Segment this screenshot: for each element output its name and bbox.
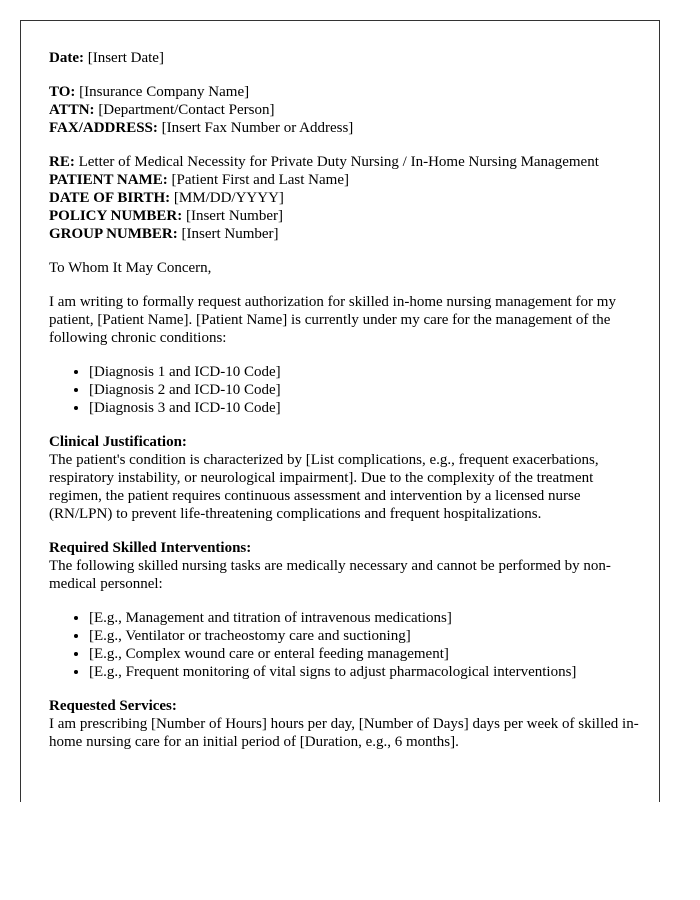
re-block: [49, 153, 639, 243]
requested-services-section: [49, 697, 639, 751]
intervention-item: • [E.g., Management and titration of intravenous medications]: [89, 609, 639, 627]
fax-value: [Insert Fax Number or Address]: [161, 120, 354, 136]
attn-value: [Department/Contact Person]: [98, 102, 275, 118]
group-label: GROUP NUMBER:: [49, 226, 178, 242]
date-label: Date:: [49, 50, 84, 66]
diagnosis-list: [49, 363, 639, 417]
intervention-item: • [E.g., Ventilator or tracheostomy care and suctioning]: [89, 627, 639, 645]
date-value: [Insert Date]: [87, 50, 164, 66]
attn-label: ATTN:: [49, 102, 95, 118]
diagnosis-item: • [Diagnosis 1 and ICD-10 Code]: [89, 363, 639, 381]
diagnosis-item: • [Diagnosis 3 and ICD-10 Code]: [89, 399, 639, 417]
letter-content: [49, 49, 639, 767]
clinical-justification-text: The patient's condition is characterized by [List complications, e.g., frequent exacerbations, respiratory instability, or neurological impairment]. Due to the complexity of the treatment regimen, the patient requires continuous assessment and intervention by a licensed nurse (RN/LPN) to prevent life-threatening complications and frequent hospitalizations.: [49, 452, 599, 522]
policy-label: POLICY NUMBER:: [49, 208, 183, 224]
interventions-list: [49, 609, 639, 681]
salutation: To Whom It May Concern,: [49, 260, 212, 276]
intervention-item: • [E.g., Complex wound care or enteral feeding management]: [89, 645, 639, 663]
re-label: RE:: [49, 154, 75, 170]
fax-line: [49, 119, 639, 137]
skilled-interventions-text: The following skilled nursing tasks are medically necessary and cannot be performed by non-medical personnel:: [49, 558, 611, 592]
intro-paragraph: I am writing to formally request authorization for skilled in-home nursing management for my patient, [Patient Name]. [Patient Name] is currently under my care for the management of the following chronic conditions:: [49, 294, 616, 346]
policy-line: [49, 207, 639, 225]
letter-page: [20, 20, 660, 802]
fax-label: FAX/ADDRESS:: [49, 120, 158, 136]
dob-label: DATE OF BIRTH:: [49, 190, 171, 206]
patient-name-label: PATIENT NAME:: [49, 172, 168, 188]
re-value: Letter of Medical Necessity for Private Duty Nursing / In-Home Nursing Management: [78, 154, 599, 170]
intervention-item: • [E.g., Frequent monitoring of vital signs to adjust pharmacological interventions]: [89, 663, 639, 681]
dob-line: [49, 189, 639, 207]
requested-services-heading: Requested Services:: [49, 698, 177, 714]
clinical-justification-heading: Clinical Justification:: [49, 434, 187, 450]
to-line: [49, 83, 639, 101]
dob-value: [MM/DD/YYYY]: [173, 190, 284, 206]
patient-name-line: [49, 171, 639, 189]
clinical-justification-section: [49, 433, 639, 523]
requested-services-text: I am prescribing [Number of Hours] hours per day, [Number of Days] days per week of skilled in-home nursing care for an initial period of [Duration, e.g., 6 months].: [49, 716, 639, 750]
date-line: [49, 49, 639, 67]
recipient-block: [49, 83, 639, 137]
skilled-interventions-heading: Required Skilled Interventions:: [49, 540, 252, 556]
skilled-interventions-section: [49, 539, 639, 593]
patient-name-value: [Patient First and Last Name]: [171, 172, 349, 188]
diagnosis-item: • [Diagnosis 2 and ICD-10 Code]: [89, 381, 639, 399]
attn-line: [49, 101, 639, 119]
group-value: [Insert Number]: [181, 226, 279, 242]
re-line: [49, 153, 639, 171]
policy-value: [Insert Number]: [185, 208, 283, 224]
group-line: [49, 225, 639, 243]
to-label: TO:: [49, 84, 76, 100]
to-value: [Insurance Company Name]: [79, 84, 250, 100]
